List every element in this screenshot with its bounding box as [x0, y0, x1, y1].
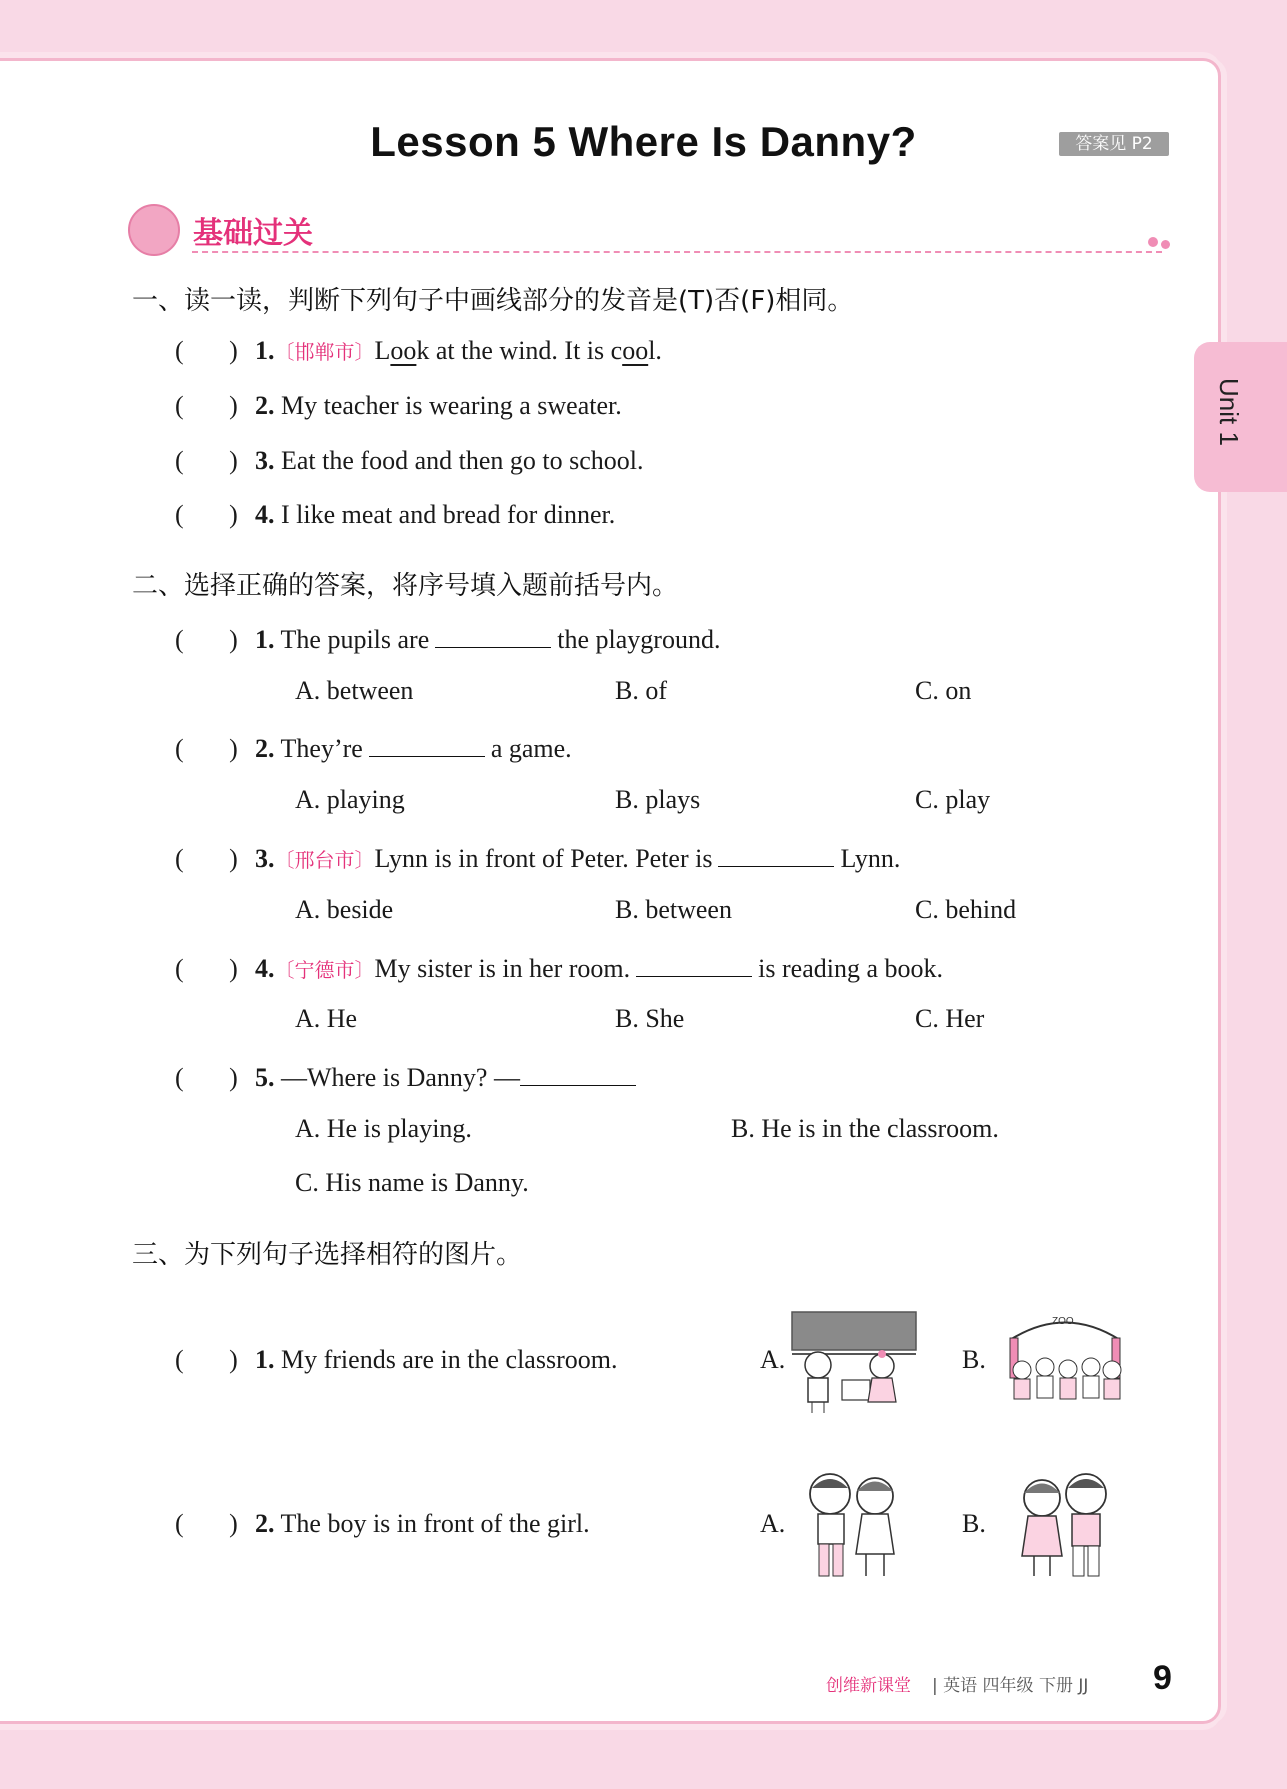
dashed-divider [192, 251, 1162, 253]
option-c[interactable]: C. His name is Danny. [295, 1168, 529, 1197]
answer-bracket[interactable]: ( ) [175, 734, 238, 763]
decor-dot [1148, 237, 1158, 247]
option-c[interactable]: C. behind [915, 895, 1017, 924]
option-c[interactable]: C. Her [915, 1004, 985, 1033]
zoo-sign: ZOO [1052, 1316, 1074, 1327]
part2-title: 二、选择正确的答案，将序号填入题前括号内。 [132, 571, 679, 601]
answer-bracket[interactable]: ( ) [175, 1345, 238, 1374]
option-b[interactable]: B. plays [615, 785, 701, 814]
option-b[interactable]: B. of [615, 676, 667, 705]
part3-question-1: ( ) 1. My friends are in the classroom. [175, 1345, 618, 1374]
unit-tab[interactable] [1194, 342, 1287, 492]
section-header [128, 204, 1170, 254]
answer-bracket[interactable]: ( ) [175, 844, 238, 873]
cartoon-icon [128, 204, 180, 256]
answer-bracket[interactable]: ( ) [175, 391, 238, 420]
unit-tab-label: Unit 1 [1214, 378, 1244, 446]
part1-question-2: ( ) 2. My teacher is wearing a sweater. [175, 391, 622, 420]
part2-question-4: ( ) 4.〔宁德市〕My sister is in her room. is reading a book. [175, 950, 943, 984]
option-a[interactable]: A. He is playing. [295, 1114, 472, 1143]
option-b[interactable]: B. He is in the classroom. [731, 1114, 999, 1143]
option-b[interactable]: B. She [615, 1004, 685, 1033]
boy-in-front-picture[interactable] [1010, 1466, 1120, 1586]
part2-question-2: ( ) 2. They’re a game. [175, 730, 572, 764]
answer-bracket[interactable]: ( ) [175, 625, 238, 654]
boy-behind-girl-picture[interactable] [800, 1466, 910, 1586]
option-a[interactable]: A. He [295, 1004, 358, 1033]
part2-question-1: ( ) 1. The pupils are the playground. [175, 621, 720, 655]
answer-bracket[interactable]: ( ) [175, 446, 238, 475]
picture-option-b-label[interactable]: B. [962, 1509, 986, 1538]
part2-question-3: ( ) 3.〔邢台市〕Lynn is in front of Peter. Peter is Lynn. [175, 840, 900, 874]
page-title: Lesson 5 Where Is Danny? [370, 118, 917, 165]
answer-bracket[interactable]: ( ) [175, 1509, 238, 1538]
option-a[interactable]: A. beside [295, 895, 394, 924]
part3-question-2: ( ) 2. The boy is in front of the girl. [175, 1509, 590, 1538]
picture-option-a-label[interactable]: A. [760, 1345, 786, 1374]
part1-question-1: ( ) 1.〔邯郸市〕Look at the wind. It is cool. [175, 336, 662, 365]
answer-bracket[interactable]: ( ) [175, 954, 238, 983]
section-label: 基础过关 [193, 216, 313, 251]
answer-bracket[interactable]: ( ) [175, 1063, 238, 1092]
fill-blank[interactable] [369, 730, 485, 757]
page-number: 9 [1153, 1659, 1172, 1697]
fill-blank[interactable] [636, 950, 752, 977]
fill-blank[interactable] [718, 840, 834, 867]
classroom-picture[interactable] [790, 1310, 920, 1415]
picture-option-b-label[interactable]: B. [962, 1345, 986, 1374]
answer-bracket[interactable]: ( ) [175, 336, 238, 365]
option-b[interactable]: B. between [615, 895, 732, 924]
zoo-picture[interactable] [1000, 1310, 1130, 1415]
part2-question-5: ( ) 5. —Where is Danny? — [175, 1059, 642, 1093]
option-a[interactable]: A. between [295, 676, 414, 705]
part3-title: 三、为下列句子选择相符的图片。 [132, 1240, 523, 1270]
part1-question-3: ( ) 3. Eat the food and then go to school. [175, 446, 644, 475]
footer-brand: 创维新课堂 [826, 1676, 911, 1696]
option-c[interactable]: C. play [915, 785, 991, 814]
answer-reference-badge: 答案见 P2 [1059, 132, 1169, 156]
picture-option-a-label[interactable]: A. [760, 1509, 786, 1538]
option-a[interactable]: A. playing [295, 785, 405, 814]
fill-blank[interactable] [435, 621, 551, 648]
part1-title: 一、读一读，判断下列句子中画线部分的发音是(T)否(F)相同。 [132, 286, 854, 316]
decor-dot [1161, 240, 1170, 249]
fill-blank[interactable] [520, 1059, 636, 1086]
part1-question-4: ( ) 4. I like meat and bread for dinner. [175, 500, 616, 529]
option-c[interactable]: C. on [915, 676, 972, 705]
footer-book-info: | 英语 四年级 下册 JJ [932, 1676, 1089, 1696]
answer-bracket[interactable]: ( ) [175, 500, 238, 529]
